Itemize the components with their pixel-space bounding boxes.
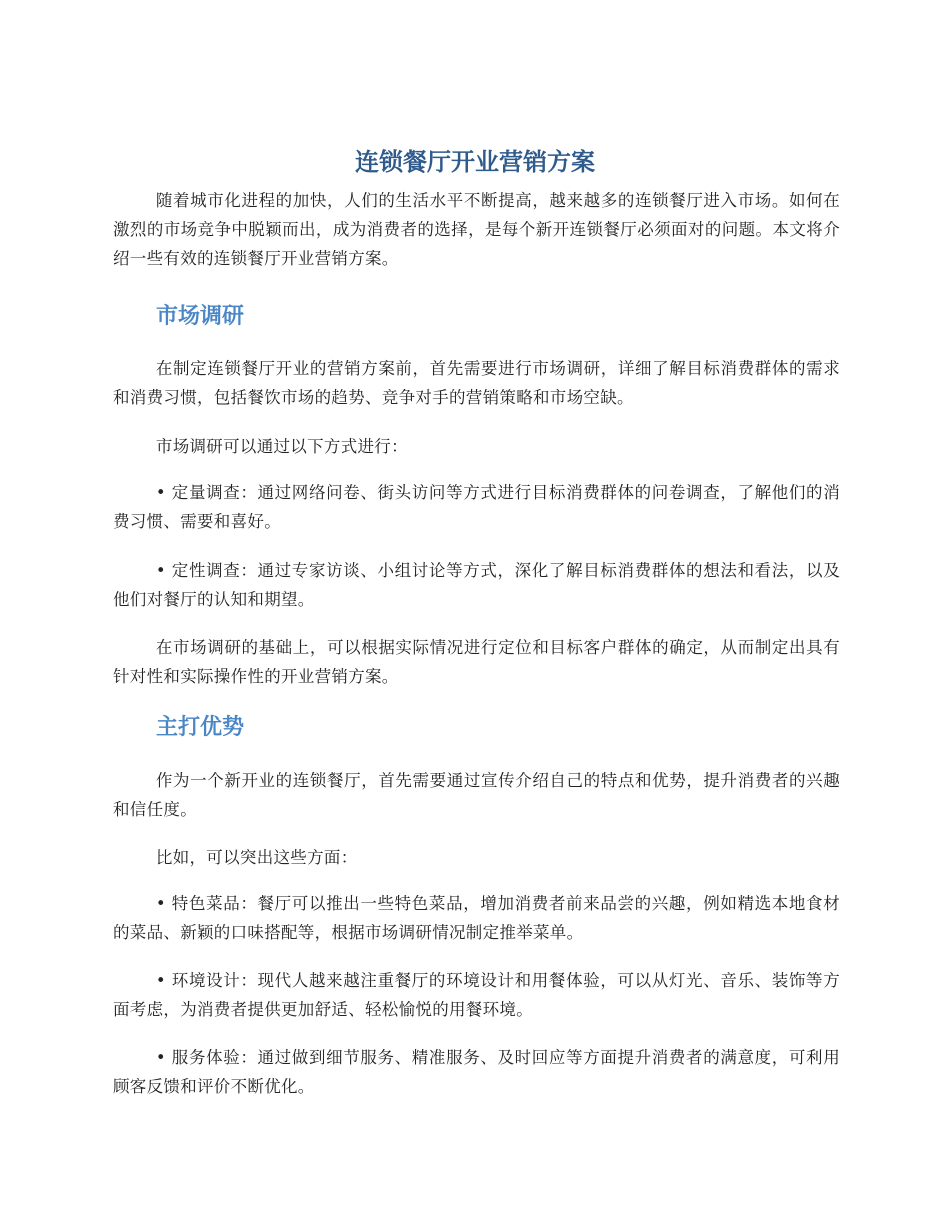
- document-title: 连锁餐厅开业营销方案: [355, 148, 595, 176]
- bullet-item: • 特色菜品：餐厅可以推出一些特色菜品，增加消费者前来品尝的兴趣，例如精选本地食材的菜品、新颖的口味搭配等，根据市场调研情况制定推举菜单。: [113, 894, 840, 942]
- bullet-item: • 定量调查：通过网络问卷、街头访问等方式进行目标消费群体的问卷调查，了解他们的消费习惯、需要和喜好。: [113, 483, 840, 531]
- paragraph: 在制定连锁餐厅开业的营销方案前，首先需要进行市场调研，详细了解目标消费群体的需求和消费习惯，包括餐饮市场的趋势、竞争对手的营销策略和市场空缺。: [113, 359, 840, 407]
- paragraph: 市场调研可以通过以下方式进行：: [155, 437, 408, 456]
- paragraph: 作为一个新开业的连锁餐厅，首先需要通过宣传介绍自己的特点和优势，提升消费者的兴趣和信任度。: [113, 771, 840, 819]
- paragraph: 在市场调研的基础上，可以根据实际情况进行定位和目标客户群体的确定，从而制定出具有针对性和实际操作性的开业营销方案。: [113, 638, 840, 686]
- bullet-item: • 服务体验：通过做到细节服务、精准服务、及时回应等方面提升消费者的满意度，可利用顾客反馈和评价不断优化。: [113, 1048, 840, 1096]
- section-heading-market-research: 市场调研: [156, 304, 245, 329]
- section-heading-main-advantages: 主打优势: [156, 715, 245, 740]
- intro-paragraph: 随着城市化进程的加快，人们的生活水平不断提高，越来越多的连锁餐厅进入市场。如何在激烈的市场竞争中脱颖而出，成为消费者的选择，是每个新开连锁餐厅必须面对的问题。本文将介绍一些有效的连锁餐厅开业营销方案。: [113, 191, 840, 268]
- bullet-item: • 环境设计：现代人越来越注重餐厅的环境设计和用餐体验，可以从灯光、音乐、装饰等方面考虑，为消费者提供更加舒适、轻松愉悦的用餐环境。: [113, 971, 840, 1019]
- bullet-item: • 定性调查：通过专家访谈、小组讨论等方式，深化了解目标消费群体的想法和看法，以及他们对餐厅的认知和期望。: [113, 561, 840, 609]
- paragraph: 比如，可以突出这些方面：: [155, 848, 358, 867]
